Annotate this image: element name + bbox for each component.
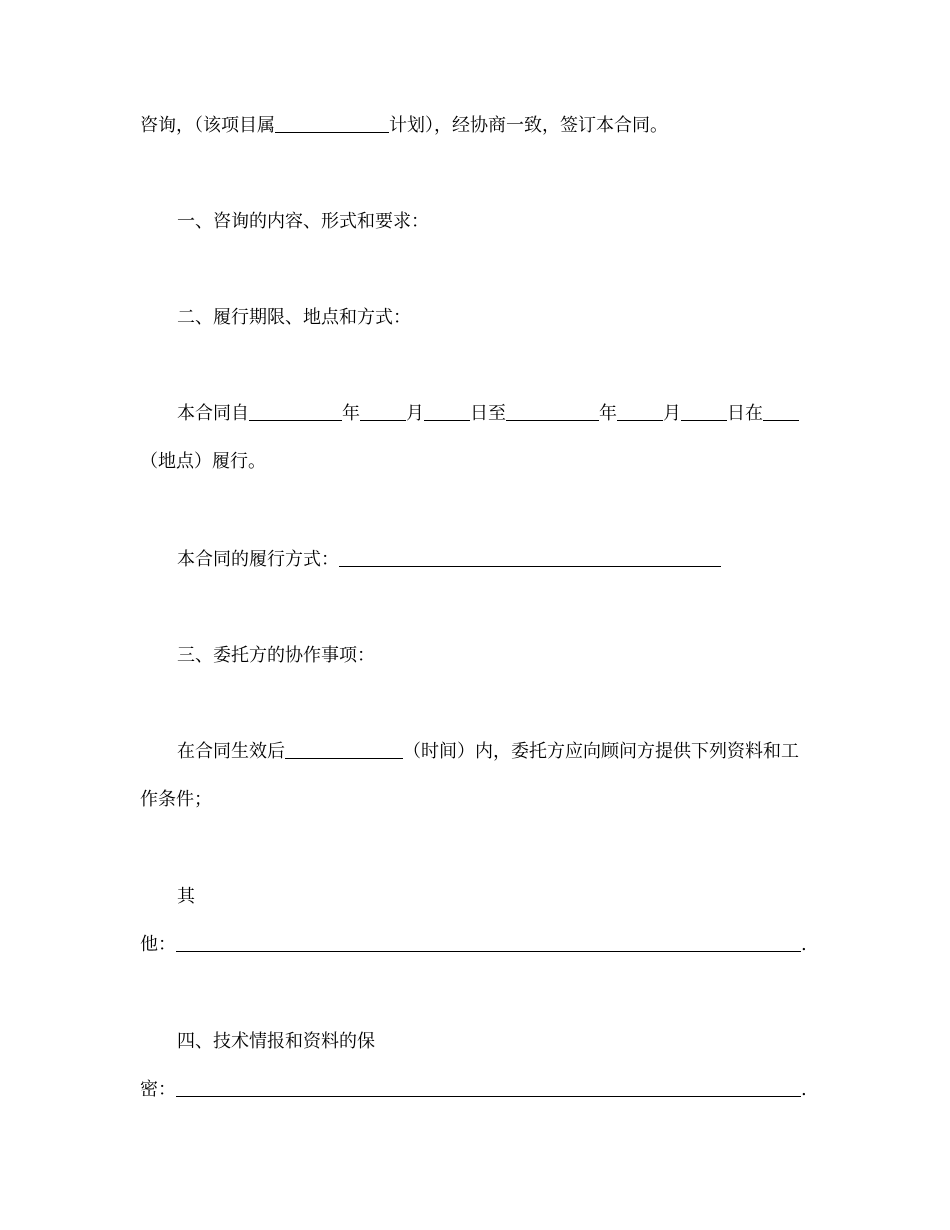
period-day-to: 日至 <box>470 403 506 424</box>
confidential-label: 密： <box>140 1079 176 1100</box>
start-day-blank <box>424 402 470 421</box>
cooperation-prefix: 在合同生效后 <box>177 741 285 762</box>
other-period: . <box>801 934 807 955</box>
place-suffix-line: （地点）履行。 <box>140 451 266 472</box>
start-month-blank <box>360 402 406 421</box>
other-line <box>140 933 807 957</box>
end-month-blank <box>617 402 663 421</box>
method-line <box>177 548 721 572</box>
intro-text-before: 咨询，（该项目属 <box>140 115 275 136</box>
intro-line <box>140 114 668 138</box>
intro-text-after: 计划），经协商一致，签订本合同。 <box>389 115 668 136</box>
cooperation-line <box>177 740 799 764</box>
period-month-2: 月 <box>663 403 681 424</box>
place-blank <box>763 402 799 421</box>
confidential-line <box>140 1078 807 1102</box>
period-year-2: 年 <box>599 403 617 424</box>
period-prefix: 本合同自 <box>177 403 249 424</box>
section-4-heading: 四、技术情报和资料的保 <box>177 1031 375 1052</box>
other-blank <box>176 933 801 952</box>
period-year-1: 年 <box>342 403 360 424</box>
start-year-blank <box>249 402 342 421</box>
method-label: 本合同的履行方式： <box>177 549 339 570</box>
cooperation-middle: （时间）内，委托方应向顾问方提供下列资料和工 <box>403 741 799 762</box>
confidential-blank <box>176 1078 801 1097</box>
time-blank <box>285 740 403 759</box>
method-blank <box>339 548 721 567</box>
end-year-blank <box>506 402 599 421</box>
period-line <box>177 402 799 426</box>
period-month-1: 月 <box>406 403 424 424</box>
section-3-heading: 三、委托方的协作事项： <box>177 645 375 666</box>
end-day-blank <box>681 402 727 421</box>
other-label: 他： <box>140 934 176 955</box>
period-day-at: 日在 <box>727 403 763 424</box>
cooperation-continuation: 作条件； <box>140 789 212 810</box>
other-char-1: 其 <box>177 886 195 907</box>
confidential-period: . <box>801 1079 807 1100</box>
section-1-heading: 一、咨询的内容、形式和要求： <box>177 211 429 232</box>
section-2-heading: 二、履行期限、地点和方式： <box>177 307 411 328</box>
plan-blank <box>275 114 389 133</box>
